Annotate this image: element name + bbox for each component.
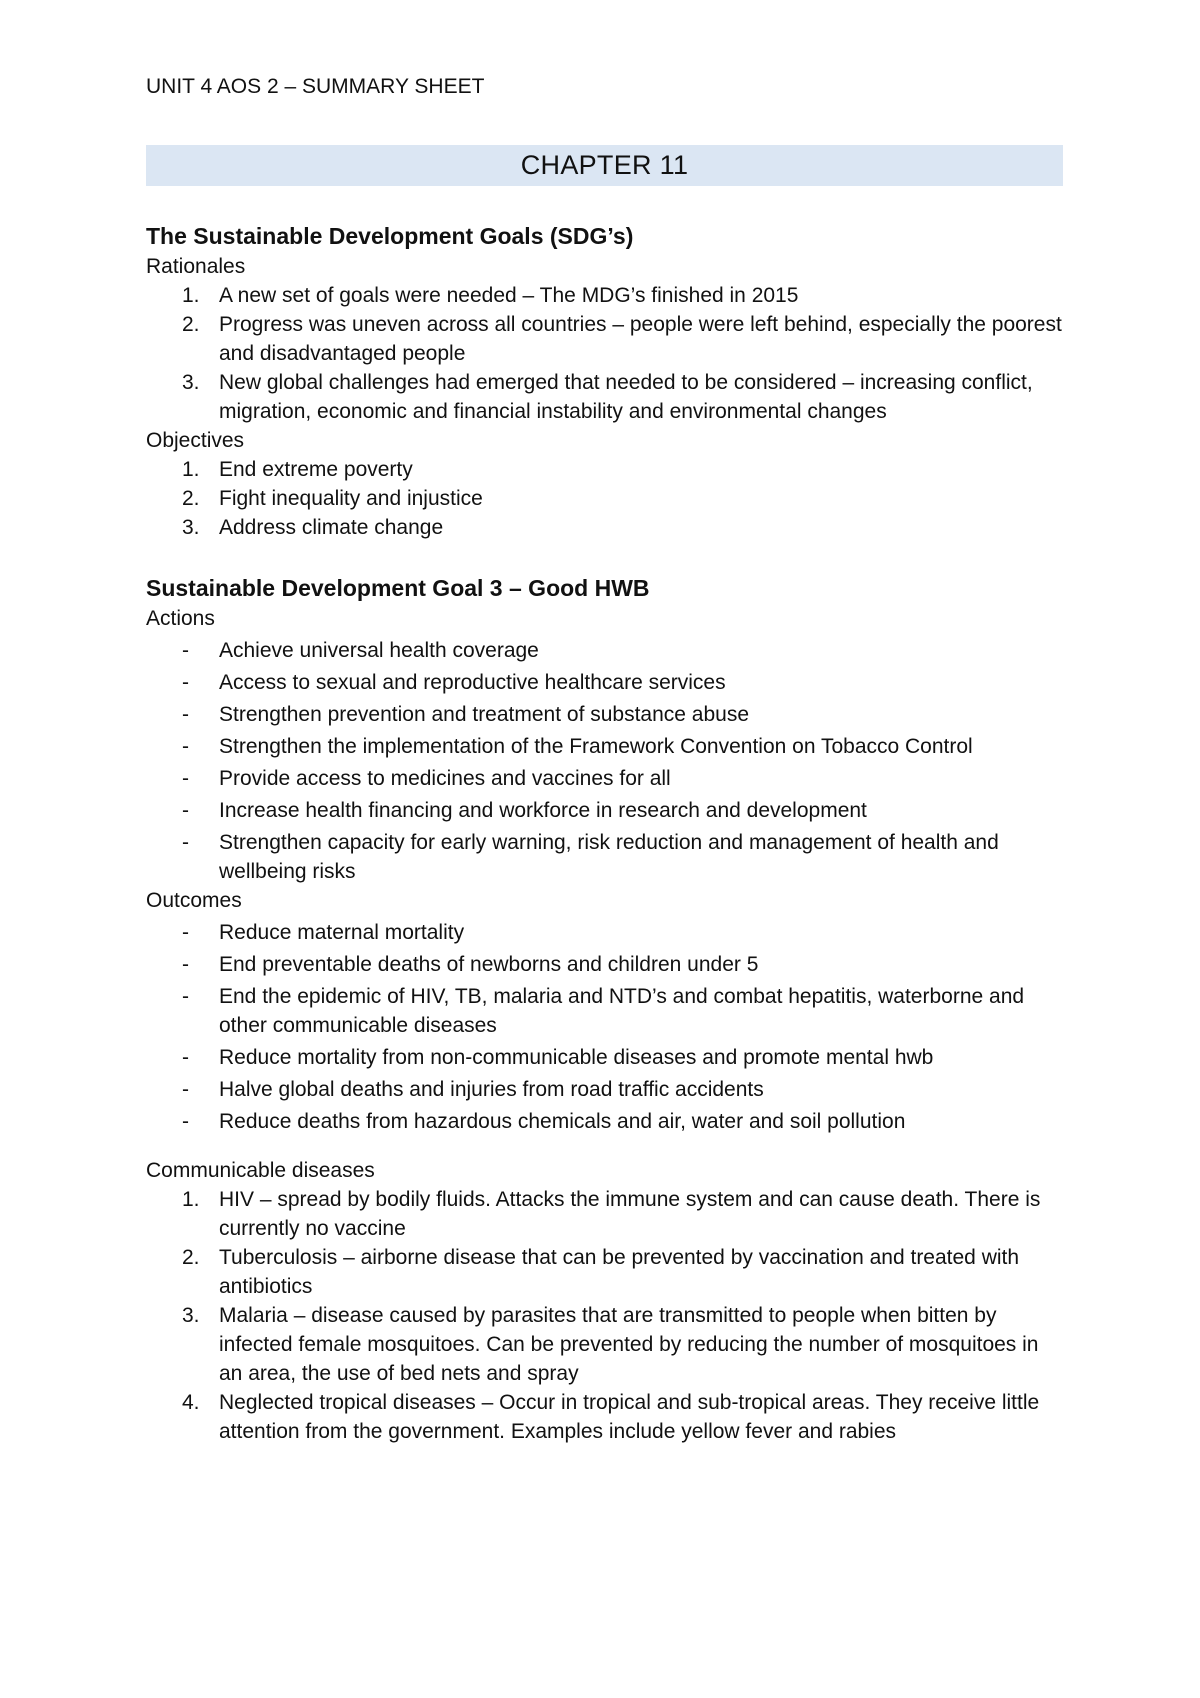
dash-bullet: - — [182, 921, 189, 944]
list-item — [146, 1243, 1063, 1301]
list-item-text: End preventable deaths of newborns and children under 5 — [219, 953, 759, 976]
list-number: 3. — [182, 1304, 200, 1327]
list-item-text: Address climate change — [219, 516, 444, 539]
dash-bullet: - — [182, 985, 189, 1008]
chapter-banner — [146, 145, 1063, 186]
list-item-text: Fight inequality and injustice — [219, 487, 483, 510]
list-item-text: Neglected tropical diseases – Occur in tropical and sub-tropical areas. They receive little attention from the government. Examples include yellow fever and rabies — [219, 1391, 1040, 1443]
list-item — [146, 668, 1063, 697]
outcomes-list — [146, 918, 1063, 1136]
list-item-text: Achieve universal health coverage — [219, 639, 539, 662]
list-item — [146, 982, 1063, 1040]
list-item — [146, 1107, 1063, 1136]
list-item-text: HIV – spread by bodily fluids. Attacks the immune system and can cause death. There is currently no vaccine — [219, 1188, 1041, 1240]
dash-bullet: - — [182, 1110, 189, 1133]
list-item — [146, 484, 1063, 513]
list-item — [146, 796, 1063, 825]
list-item-text: Strengthen the implementation of the Framework Convention on Tobacco Control — [219, 735, 973, 758]
rationales-list — [146, 281, 1063, 426]
list-item-text: Increase health financing and workforce in research and development — [219, 799, 867, 822]
dash-bullet: - — [182, 1078, 189, 1101]
objectives-list — [146, 455, 1063, 542]
list-item-text: Reduce maternal mortality — [219, 921, 465, 944]
list-item-text: Strengthen prevention and treatment of substance abuse — [219, 703, 750, 726]
list-item-text: End the epidemic of HIV, TB, malaria and NTD’s and combat hepatitis, waterborne and other communicable diseases — [219, 985, 1025, 1037]
dash-bullet: - — [182, 735, 189, 758]
list-item — [146, 1388, 1063, 1446]
list-item — [146, 732, 1063, 761]
list-item-text: Progress was uneven across all countries – people were left behind, especially the poorest and disadvantaged people — [219, 313, 1062, 365]
section-title-sdgs: The Sustainable Development Goals (SDG’s) — [146, 223, 634, 249]
actions-label: Actions — [146, 607, 215, 630]
list-number: 2. — [182, 313, 200, 336]
list-item-text: New global challenges had emerged that needed to be considered – increasing conflict, migration, economic and financial instability and environmental changes — [219, 371, 1033, 423]
list-item — [146, 1301, 1063, 1388]
dash-bullet: - — [182, 1046, 189, 1069]
list-item — [146, 455, 1063, 484]
list-item-text: Reduce deaths from hazardous chemicals and air, water and soil pollution — [219, 1110, 906, 1133]
list-item-text: Access to sexual and reproductive healthcare services — [219, 671, 726, 694]
dash-bullet: - — [182, 799, 189, 822]
document-header: UNIT 4 AOS 2 – SUMMARY SHEET — [146, 75, 485, 98]
list-item — [146, 828, 1063, 886]
rationales-label: Rationales — [146, 255, 246, 278]
list-item-text: Malaria – disease caused by parasites that are transmitted to people when bitten by infected female mosquitoes. Can be prevented by reducing the number of mosquitoes in an area, the use of bed nets and spray — [219, 1304, 1039, 1385]
list-item — [146, 950, 1063, 979]
list-number: 4. — [182, 1391, 200, 1414]
dash-bullet: - — [182, 671, 189, 694]
list-item — [146, 310, 1063, 368]
list-item — [146, 1043, 1063, 1072]
list-item — [146, 1185, 1063, 1243]
dash-bullet: - — [182, 953, 189, 976]
dash-bullet: - — [182, 703, 189, 726]
section-title-sdg3: Sustainable Development Goal 3 – Good HWB — [146, 575, 650, 601]
list-item — [146, 918, 1063, 947]
list-item — [146, 281, 1063, 310]
list-item-text: A new set of goals were needed – The MDG’s finished in 2015 — [219, 284, 799, 307]
list-number: 2. — [182, 1246, 200, 1269]
list-item — [146, 764, 1063, 793]
objectives-label: Objectives — [146, 429, 245, 452]
list-item-text: Provide access to medicines and vaccines for all — [219, 767, 671, 790]
list-item — [146, 368, 1063, 426]
list-number: 3. — [182, 516, 200, 539]
list-number: 1. — [182, 1188, 200, 1211]
dash-bullet: - — [182, 767, 189, 790]
list-item-text: Tuberculosis – airborne disease that can be prevented by vaccination and treated with antibiotics — [219, 1246, 1020, 1298]
list-item — [146, 513, 1063, 542]
dash-bullet: - — [182, 639, 189, 662]
communicable-diseases-list — [146, 1185, 1063, 1446]
dash-bullet: - — [182, 831, 189, 854]
outcomes-label: Outcomes — [146, 889, 242, 912]
list-number: 1. — [182, 284, 200, 307]
list-item — [146, 1075, 1063, 1104]
list-number: 3. — [182, 371, 200, 394]
list-item-text: Halve global deaths and injuries from road traffic accidents — [219, 1078, 764, 1101]
chapter-title: CHAPTER 11 — [520, 150, 689, 180]
list-item — [146, 636, 1063, 665]
list-item — [146, 700, 1063, 729]
list-number: 1. — [182, 458, 200, 481]
list-item-text: Reduce mortality from non-communicable diseases and promote mental hwb — [219, 1046, 934, 1069]
list-item-text: End extreme poverty — [219, 458, 413, 481]
communicable-diseases-label: Communicable diseases — [146, 1159, 375, 1182]
actions-list — [146, 636, 1063, 886]
list-number: 2. — [182, 487, 200, 510]
list-item-text: Strengthen capacity for early warning, risk reduction and management of health and wellbeing risks — [219, 831, 999, 883]
